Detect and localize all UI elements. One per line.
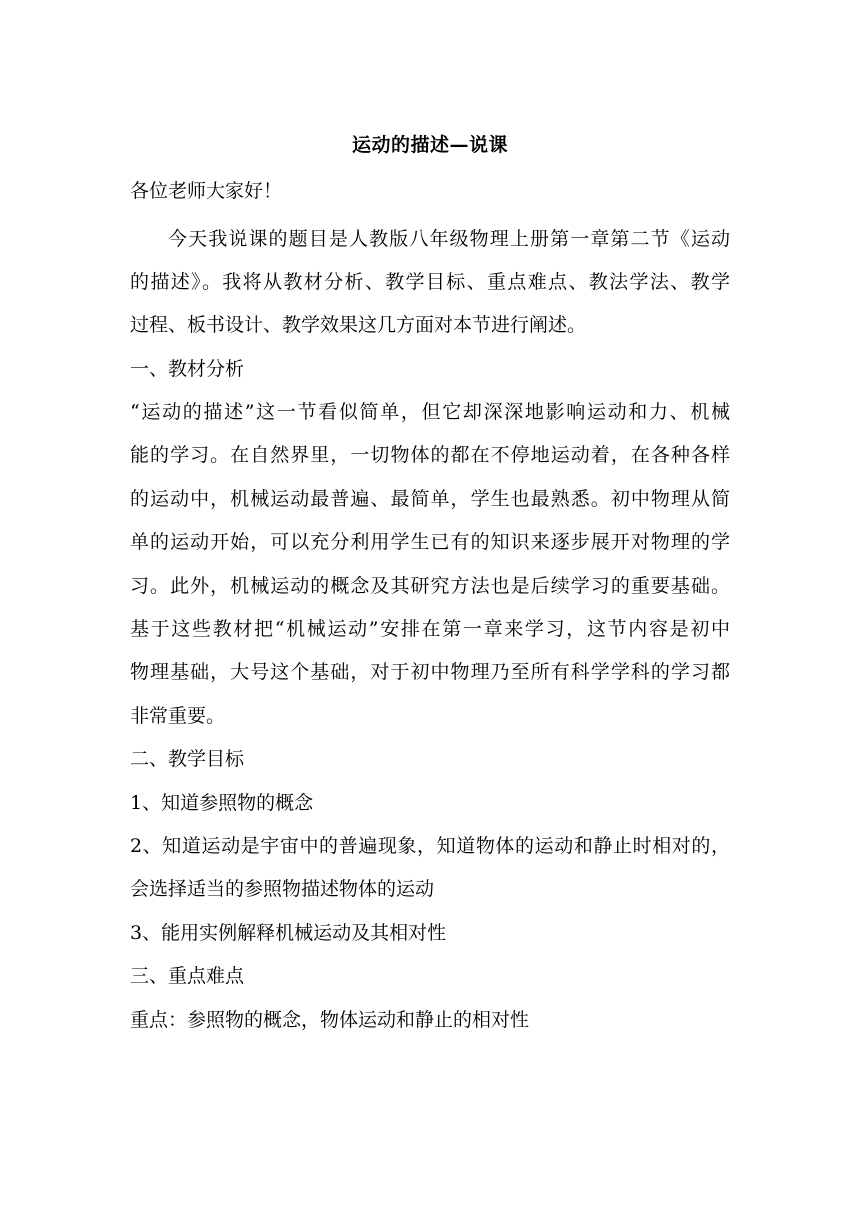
greeting: 各位老师大家好！ [130,180,283,202]
goal-item: 2、知道运动是宇宙中的普遍现象，知道物体的运动和静止时相对的， [130,835,730,857]
intro-line: 的描述》。我将从教材分析、教学目标、重点难点、教法学法、教学 [130,271,730,293]
body-line: 习。此外，机械运动的概念及其研究方法也是后续学习的重要基础。 [130,575,730,597]
intro-line: 今天我说课的题目是人教版八年级物理上册第一章第二节《运动 [168,228,730,250]
intro-line: 过程、板书设计、教学效果这几方面对本节进行阐述。 [130,314,587,336]
body-line: 能的学习。在自然界里，一切物体的都在不停地运动着，在各种各样 [130,444,730,466]
section-heading: 一、教材分析 [130,358,245,380]
body-line: 的运动中，机械运动最普遍、最简单，学生也最熟悉。初中物理从简 [130,488,730,510]
section-heading: 二、教学目标 [130,748,245,770]
body-line: 单的运动开始，可以充分利用学生已有的知识来逐步展开对物理的学 [130,531,730,553]
goal-item: 3、能用实例解释机械运动及其相对性 [130,922,447,944]
body-line: 非常重要。 [130,705,226,727]
section-heading: 三、重点难点 [130,965,245,987]
key-point: 重点：参照物的概念，物体运动和静止的相对性 [130,1009,530,1031]
goal-item: 1、知道参照物的概念 [130,792,314,814]
body-line: “运动的描述”这一节看似简单，但它却深深地影响运动和力、机械 [130,401,730,423]
body-line: 基于这些教材把“机械运动”安排在第一章来学习，这节内容是初中 [130,618,730,640]
goal-item-continued: 会选择适当的参照物描述物体的运动 [130,878,435,900]
page-title: 运动的描述—说课 [351,134,508,156]
body-line: 物理基础，大号这个基础，对于初中物理乃至所有科学学科的学习都 [130,661,730,683]
